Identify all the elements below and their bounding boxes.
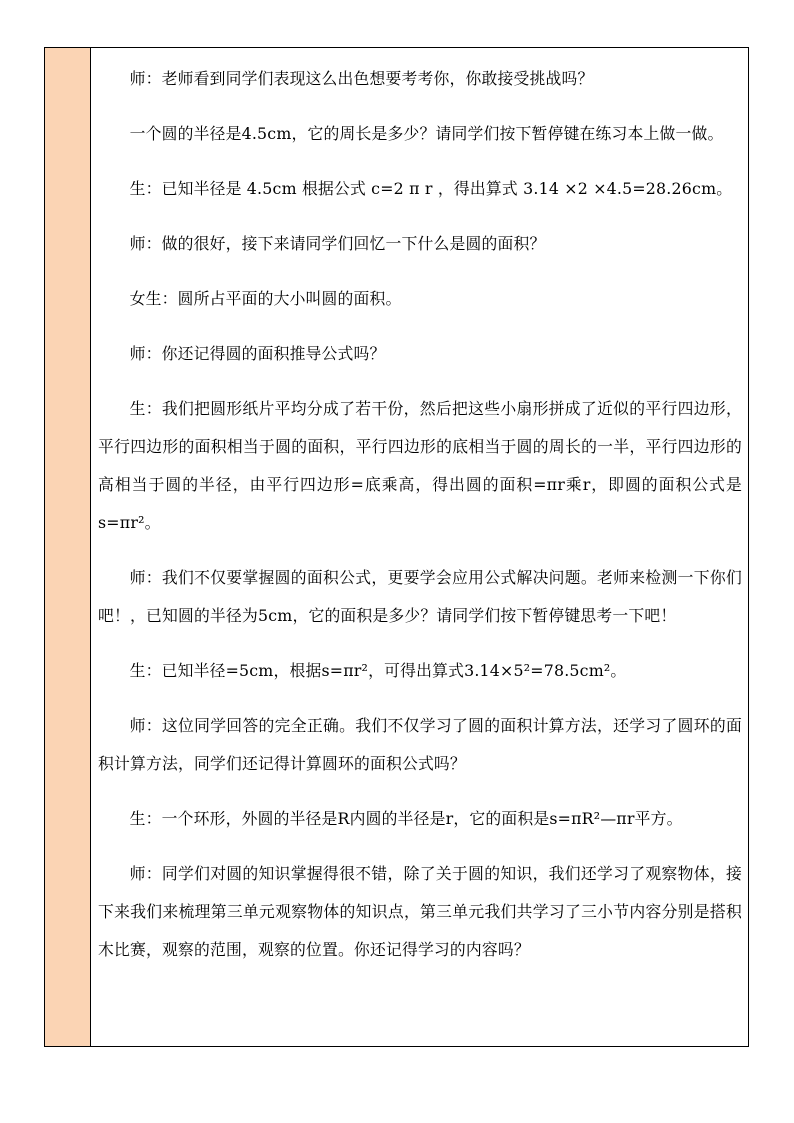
paragraph: 一个圆的半径是4.5cm，它的周长是多少？请同学们按下暂停键在练习本上做一做。 <box>129 124 724 143</box>
paragraph: 女生：圆所占平面的大小叫圆的面积。 <box>129 289 402 308</box>
paragraph: 师：我们不仅要掌握圆的面积公式，更要学会应用公式解决问题。老师来检测一下你们吧！，已知圆的半径为5cm，它的面积是多少？请同学们按下暂停键思考一下吧！ <box>98 568 742 625</box>
lesson-table <box>44 47 749 1047</box>
content-cell <box>91 48 748 1046</box>
paragraph: 生：已知半径=5cm，根据s=πr²，可得出算式3.14×5²=78.5cm²。 <box>129 661 627 680</box>
side-column-cell <box>45 48 91 1046</box>
paragraph: 师：你还记得圆的面积推导公式吗？ <box>129 344 386 363</box>
paragraph: 师：做的很好，接下来请同学们回忆一下什么是圆的面积？ <box>129 234 546 253</box>
paragraph: 生：已知半径是 4.5cm 根据公式 c=2 π r ，得出算式 3.14 ×2 ×4.5=28.26cm。 <box>129 179 733 198</box>
paragraph: 生：我们把圆形纸片平均分成了若干份，然后把这些小扇形拼成了近似的平行四边形，平行四边形的面积相当于圆的面积，平行四边形的底相当于圆的周长的一半，平行四边形的高相当于圆的半径，由平行四边形=底乘高，得出圆的面积=πr乘r，即圆的面积公式是s=πr²。 <box>98 399 742 532</box>
paragraph: 师：老师看到同学们表现这么出色想要考考你，你敢接受挑战吗？ <box>129 69 594 88</box>
paragraph: 生：一个环形，外圆的半径是R内圆的半径是r，它的面积是s=πR²—πr平方。 <box>129 809 683 828</box>
paragraph: 师：这位同学回答的完全正确。我们不仅学习了圆的面积计算方法，还学习了圆环的面积计算方法，同学们还记得计算圆环的面积公式吗？ <box>98 716 742 773</box>
paragraph: 师：同学们对圆的知识掌握得很不错，除了关于圆的知识，我们还学习了观察物体，接下来我们来梳理第三单元观察物体的知识点，第三单元我们共学习了三小节内容分别是搭积木比赛，观察的范围，观察的位置。你还记得学习的内容吗？ <box>98 864 742 959</box>
